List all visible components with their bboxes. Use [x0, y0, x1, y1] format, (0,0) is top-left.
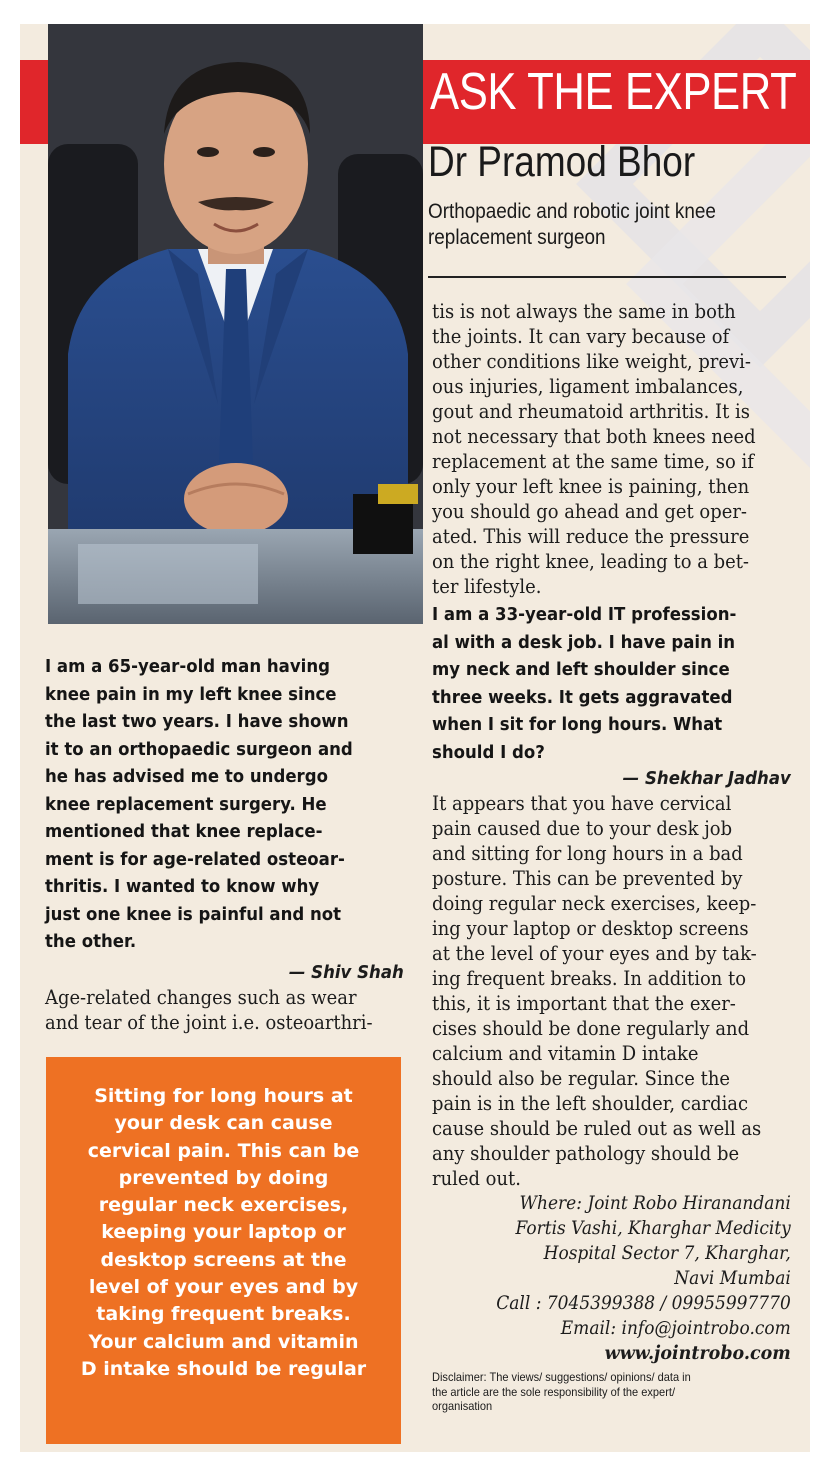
right-column	[432, 299, 792, 1414]
contact-address: Where: Joint Robo Hiranandani Fortis Vashi, Kharghar Medicity Hospital Sector 7, Kharghar, Navi Mumbai	[515, 1193, 791, 1289]
left-column	[45, 653, 405, 1035]
contact-email: Email: info@jointrobo.com	[560, 1318, 791, 1339]
disclaimer: Disclaimer: The views/ suggestions/ opinions/ data in the article are the sole responsibility of the expert/ organisation	[432, 1370, 691, 1413]
header-divider	[428, 276, 786, 278]
question-1-signature: — Shiv Shah	[288, 961, 404, 983]
question-2-signature: — Shekhar Jadhav	[622, 768, 791, 789]
answer-1-part-2: tis is not always the same in both the joints. It can vary because of other conditions like weight, previ- ous injuries, ligament imbalances, gout and rheumatoid arthritis. It is not necessary that both knees need replacement at the same time, so if only your left knee is paining, then you should go ahead and get oper- ated. This will reduce the pressure on the right knee, leading to a bet- ter lifestyle.	[432, 300, 756, 598]
expert-name: Dr Pramod Bhor	[428, 138, 696, 186]
callout-text: Sitting for long hours at your desk can cause cervical pain. This can be prevented by doing regular neck exercises, keeping your laptop or desktop screens at the level of your eyes and by taking frequent breaks. Your calcium and vitamin D intake should be regular	[80, 1085, 367, 1380]
expert-role: Orthopaedic and robotic joint knee replacement surgeon	[428, 200, 716, 249]
answer-1-part-1: Age-related changes such as wear and tear of the joint i.e. osteoarthri-	[45, 985, 373, 1034]
expert-photo	[48, 24, 423, 624]
contact-phone: Call : 7045399388 / 09955997770	[496, 1293, 791, 1314]
contact-website: www.jointrobo.com	[604, 1342, 791, 1364]
article-page	[20, 24, 810, 1452]
callout-box	[46, 1057, 401, 1444]
answer-2: It appears that you have cervical pain caused due to your desk job and sitting for long hours in a bad posture. This can be prevented by doing regular neck exercises, keep- ing your laptop or desktop screens at the level of your eyes and by tak- ing frequent breaks. In addition to this, it is important that the exer- cises should be done regularly and calcium and vitamin D intake should also be regular. Since the pain is in the left shoulder, cardiac cause should be ruled out as well as any shoulder pathology should be ruled out.	[432, 792, 762, 1190]
question-2: I am a 33-year-old IT profession- al with a desk job. I have pain in my neck and left shoulder since three weeks. It gets aggravated when I sit for long hours. What should I do?	[432, 604, 737, 763]
question-1: I am a 65-year-old man having knee pain in my left knee since the last two years. I have shown it to an orthopaedic surgeon and he has advised me to undergo knee replacement surgery. He mentioned that knee replace- ment is for age-related osteoar- thritis. I wanted to know why just one knee is painful and not the other.	[45, 656, 353, 952]
banner-title: ASK THE EXPERT	[430, 63, 797, 121]
